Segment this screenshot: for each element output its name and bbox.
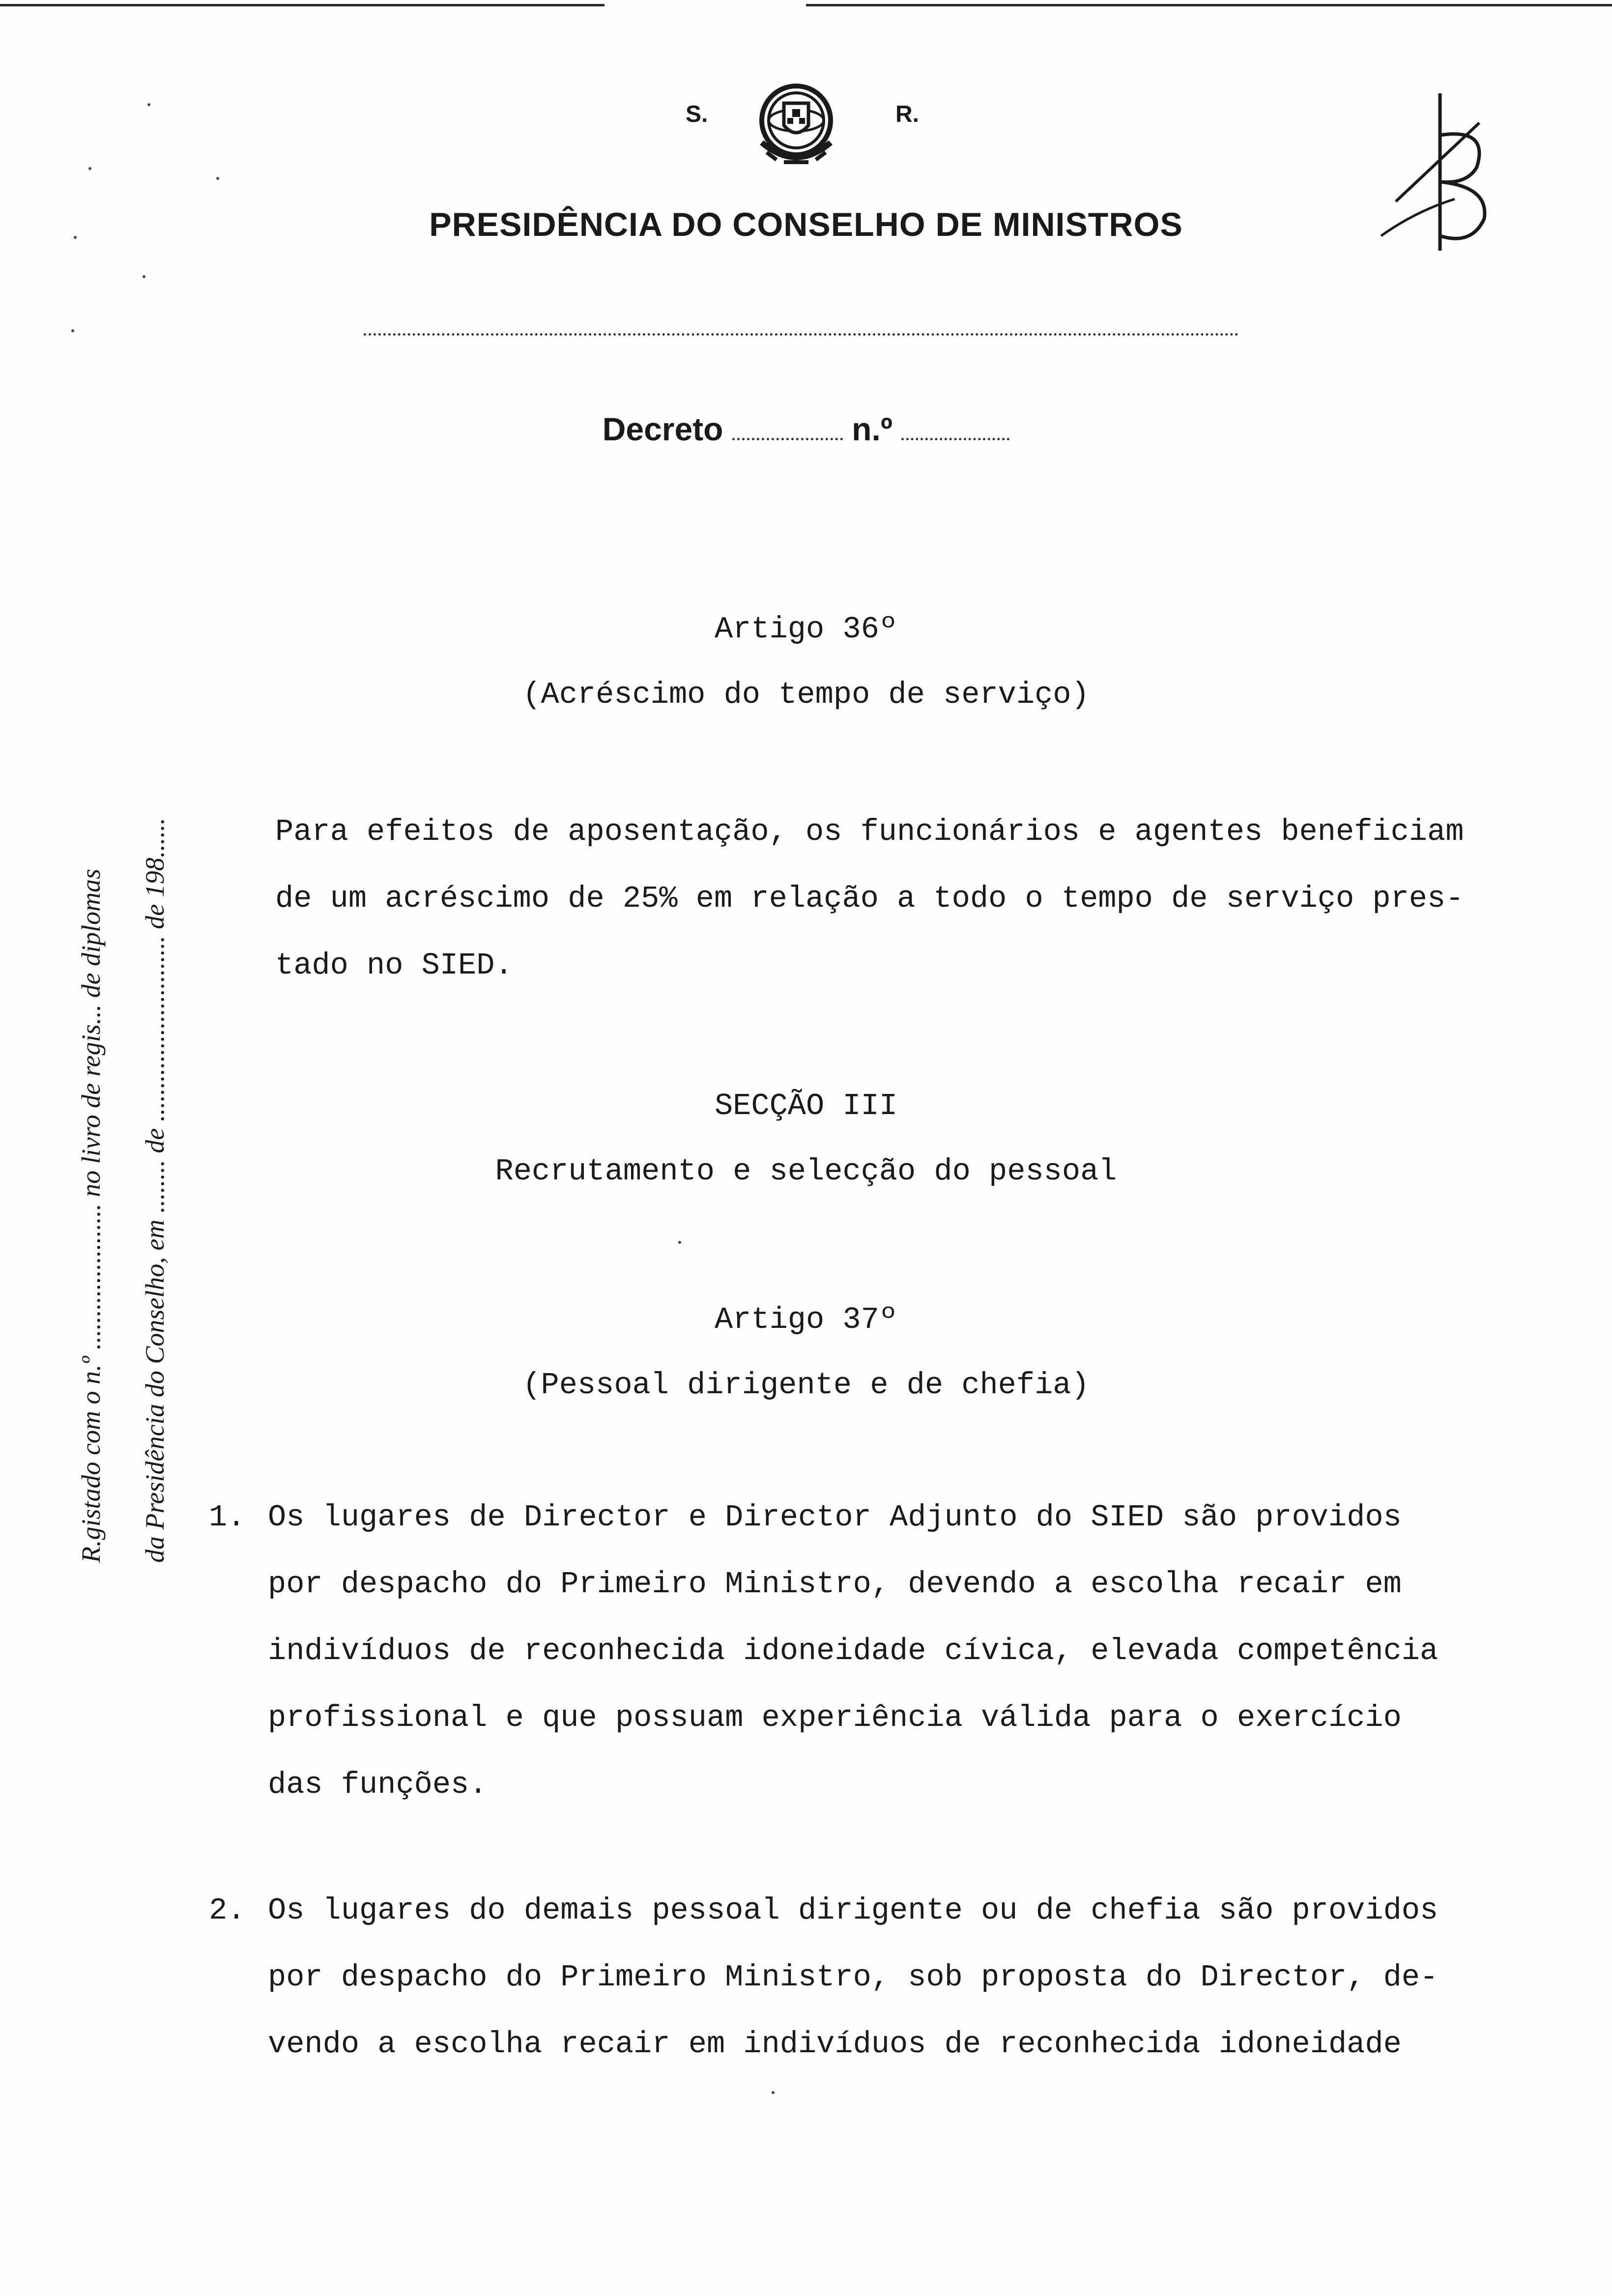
scan-speck — [678, 1241, 681, 1244]
top-border-line — [0, 4, 1612, 6]
paragraph-line: Os lugares de Director e Director Adjunto do SIED são providos — [268, 1500, 1402, 1535]
paragraph-line: de um acréscimo de 25% em relação a todo o tempo de serviço pres- — [275, 881, 1464, 916]
scan-speck — [88, 167, 91, 170]
paragraph-line: vendo a escolha recair em indivíduos de reconhecida idoneidade — [268, 2027, 1402, 2062]
section-3-heading: SECÇÃO III — [714, 1089, 898, 1123]
paragraph-line: Os lugares do demais pessoal dirigente ou de chefia são providos — [268, 1893, 1439, 1928]
registry-line-2: da Presidência do Conselho, em ........ de ............................ de 198...... — [140, 818, 170, 1563]
coat-of-arms-icon — [747, 74, 845, 177]
paragraph-line: Para efeitos de aposentação, os funcionários e agentes beneficiam — [275, 814, 1464, 849]
article-37-heading: Artigo 37º — [714, 1302, 898, 1337]
paragraph-line: tado no SIED. — [275, 948, 513, 983]
paragraph-line: indivíduos de reconhecida idoneidade cívica, elevada competência — [268, 1634, 1439, 1668]
article-37-item-2 — [268, 1877, 1438, 2078]
decree-number-blank — [901, 433, 1009, 440]
paragraph-line: por despacho do Primeiro Ministro, devendo a escolha recair em — [268, 1567, 1402, 1602]
scan-speck — [216, 177, 219, 180]
paragraph-line: das funções. — [268, 1767, 488, 1802]
item-2-number: 2. — [209, 1893, 246, 1928]
article-36-subheading: (Acréscimo do tempo de serviço) — [522, 677, 1090, 712]
item-1-number: 1. — [209, 1500, 246, 1535]
header-dotted-rule — [364, 333, 1238, 336]
article-37-item-1 — [268, 1484, 1438, 1818]
article-37-subheading: (Pessoal dirigente e de chefia) — [522, 1368, 1090, 1403]
paragraph-line: profissional e que possuam experiência válida para o exercício — [268, 1700, 1402, 1735]
handwritten-signature — [1366, 88, 1514, 256]
decree-label: Decreto — [602, 411, 723, 447]
scan-speck — [772, 2091, 775, 2094]
letterhead-s: S. — [686, 101, 708, 127]
decree-line — [0, 410, 1612, 448]
article-36-heading: Artigo 36º — [714, 612, 898, 647]
scan-speck — [147, 103, 150, 106]
decree-number-label: n.º — [852, 411, 892, 447]
scan-speck — [74, 236, 77, 239]
scan-speck — [143, 275, 145, 278]
scan-speck — [71, 329, 74, 332]
letterhead-r: R. — [895, 101, 919, 127]
section-3-subheading: Recrutamento e selecção do pessoal — [495, 1154, 1117, 1189]
paragraph-line: por despacho do Primeiro Ministro, sob proposta do Director, de- — [268, 1960, 1439, 1995]
article-36-paragraph — [275, 799, 1464, 999]
top-border-gap — [604, 4, 806, 6]
registry-line-1: R.gistado com o n.º ...................... no livro de regis... de diplomas — [76, 868, 106, 1563]
decree-blank — [732, 433, 843, 440]
letterhead-title: PRESIDÊNCIA DO CONSELHO DE MINISTROS — [429, 206, 1183, 243]
